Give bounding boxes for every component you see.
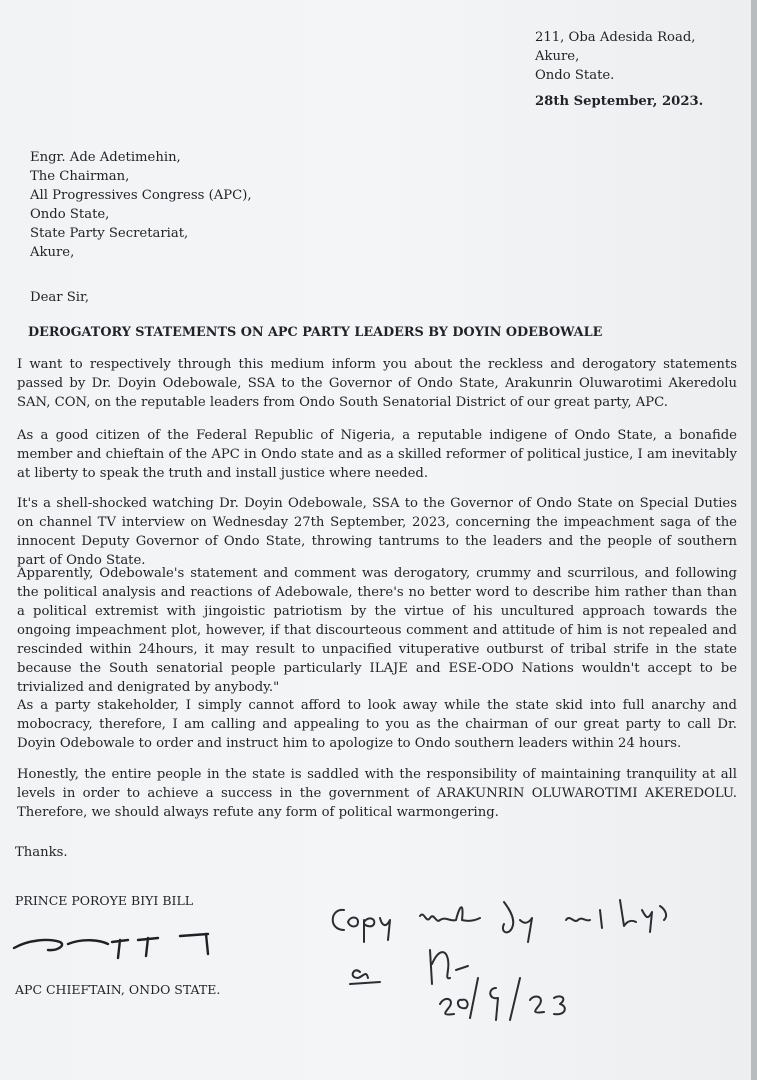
letter-subject: DEROGATORY STATEMENTS ON APC PARTY LEADERS BY DOYIN ODEBOWALE bbox=[28, 325, 603, 340]
recipient-line: State Party Secretariat, bbox=[30, 226, 189, 241]
signer-name: PRINCE POROYE BIYI BILL bbox=[15, 893, 194, 908]
signer-title: APC CHIEFTAIN, ONDO STATE. bbox=[15, 982, 221, 997]
body-paragraph: I want to respectively through this medium inform you about the reckless and derogatory statements passed by Dr. Doyin Odebowale, SSA to the Governor of Ondo State, Arakunrin Oluwarotimi Akeredolu SAN, CON, on the reputable leaders from Ondo South Senatorial District of our great party, APC. bbox=[17, 357, 737, 410]
salutation: Dear Sir, bbox=[30, 290, 90, 305]
recipient-line: Akure, bbox=[30, 245, 75, 260]
body-paragraph: As a good citizen of the Federal Republic of Nigeria, a reputable indigene of Ondo State, a bonafide member and chieftain of the APC in Ondo state and as a skilled reformer of political justice, I am inevitably at liberty to speak the truth and install justice where needed. bbox=[17, 428, 737, 481]
sender-address-line: 211, Oba Adesida Road, bbox=[535, 30, 696, 45]
body-paragraph: As a party stakeholder, I simply cannot afford to look away while the state skid into full anarchy and mobocracy, therefore, I am calling and appealing to you as the chairman of our great party to call Dr. Doyin Odebowale to order and instruct him to apologize to Ondo southern leaders within 24 hours. bbox=[17, 698, 737, 751]
sender-address-line: Ondo State. bbox=[535, 68, 615, 83]
recipient-line: All Progressives Congress (APC), bbox=[30, 188, 252, 203]
handwritten-annotation bbox=[320, 880, 750, 1030]
sender-address bbox=[535, 28, 695, 85]
recipient-line: The Chairman, bbox=[30, 169, 130, 184]
recipient-address bbox=[30, 148, 252, 262]
recipient-line: Ondo State, bbox=[30, 207, 110, 222]
letter-date: 28th September, 2023. bbox=[535, 94, 704, 109]
body-paragraph: Apparently, Odebowale's statement and comment was derogatory, crummy and scurrilous, and following the political analysis and reactions of Adebowale, there's no better word to describe him rather than than a political extremist with jingoistic patriotism by the virtue of his uncultured approach towards the ongoing impeachment plot, however, if that discourteous comment and attitude of him is not repealed and rescinded within 24hours, it may result to unpacified vituperative outburst of tribal strife in the state because the South senatorial people particularly ILAJE and ESE-ODO Nations wouldn't accept to be trivialized and denigrated by anybody." bbox=[17, 566, 737, 695]
closing: Thanks. bbox=[15, 845, 68, 860]
recipient-line: Engr. Ade Adetimehin, bbox=[30, 150, 181, 165]
handwritten-signature bbox=[8, 918, 218, 968]
sender-address-line: Akure, bbox=[535, 49, 580, 64]
body-paragraph: Honestly, the entire people in the state is saddled with the responsibility of maintaining tranquility at all levels in order to achieve a success in the government of ARAKUNRIN OLUWAROTIMI AKEREDOLU. Therefore, we should always refute any form of political warmongering. bbox=[17, 767, 737, 820]
page-edge-shadow bbox=[751, 0, 757, 1080]
body-paragraph: It's a shell-shocked watching Dr. Doyin Odebowale, SSA to the Governor of Ondo State on Special Duties on channel TV interview on Wednesday 27th September, 2023, concerning the impeachment saga of the innocent Deputy Governor of Ondo State, throwing tantrums to the leaders and the people of southern part of Ondo State. bbox=[17, 496, 737, 568]
